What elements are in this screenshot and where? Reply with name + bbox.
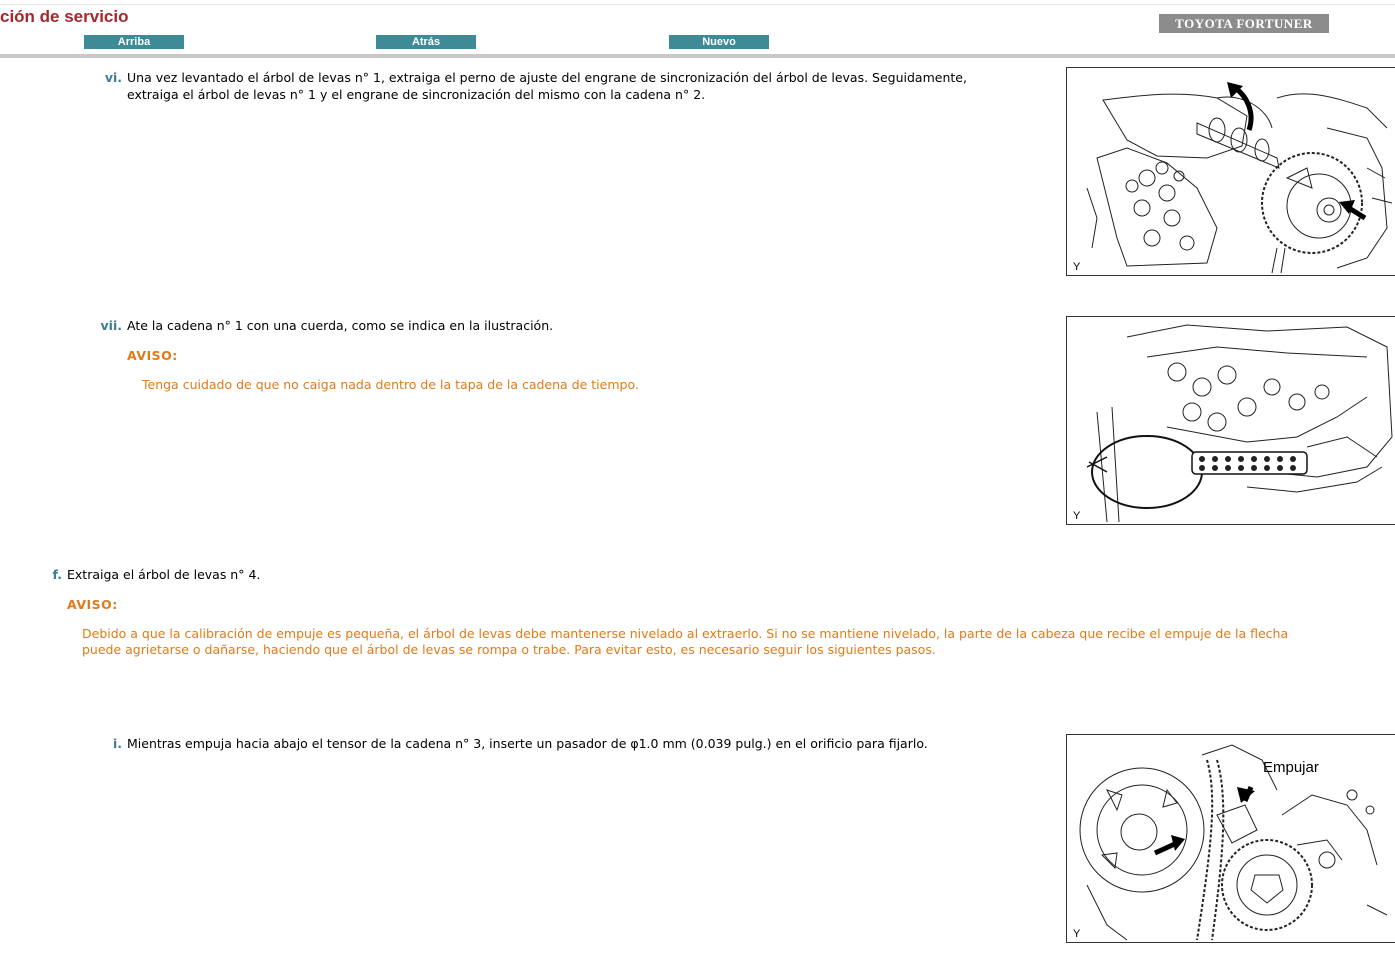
up-button[interactable]: Arriba	[84, 35, 184, 49]
aviso-label: AVISO:	[67, 597, 118, 612]
step-marker-f: f.	[52, 567, 62, 582]
step-vi-text-line1: Una vez levantado el árbol de levas n° 1, extraiga el perno de ajuste del engrane de sincronización del árbol de levas. Seguidamente,	[127, 70, 967, 85]
figure-chain-tied	[1066, 316, 1395, 525]
aviso-label: AVISO:	[127, 348, 178, 363]
tensor-pin-illustration	[1067, 735, 1395, 942]
warning-text-line2: puede agrietarse o dañarse, haciendo que el árbol de levas se rompa o trabe. Para evitar esto, es necesario seguir los siguientes pasos.	[82, 642, 936, 657]
step-f-text: Extraiga el árbol de levas n° 4.	[67, 567, 261, 582]
figure-letter: Y	[1073, 510, 1081, 522]
top-divider	[0, 4, 1395, 5]
page-title: ción de servicio	[0, 7, 129, 26]
push-callout-label: Empujar	[1263, 759, 1319, 776]
figure-camshaft-removal	[1066, 67, 1395, 276]
header-bar	[0, 0, 1395, 60]
header-separator	[0, 54, 1395, 58]
back-button[interactable]: Atrás	[376, 35, 476, 49]
warning-text-line1: Debido a que la calibración de empuje es pequeña, el árbol de levas debe mantenerse nivelado al extraerlo. Si no se mantiene nivelado, la parte de la cabeza que recibe el empuje de la flecha	[82, 626, 1289, 641]
chain-rope-illustration	[1067, 317, 1395, 524]
figure-letter: Y	[1073, 261, 1081, 273]
figure-letter: Y	[1073, 928, 1081, 940]
step-i-text: Mientras empuja hacia abajo el tensor de la cadena n° 3, inserte un pasador de φ1.0 mm (0.039 pulg.) en el orificio para fijarlo.	[127, 736, 928, 751]
next-button[interactable]: Nuevo	[669, 35, 769, 49]
warning-text: Tenga cuidado de que no caiga nada dentro de la tapa de la cadena de tiempo.	[142, 377, 639, 392]
figure-chain-tensor	[1066, 734, 1395, 943]
step-marker-i: i.	[112, 736, 122, 751]
vehicle-model-badge: TOYOTA FORTUNER	[1159, 14, 1329, 33]
step-marker-vii: vii.	[100, 318, 122, 333]
step-vi-text-line2: extraiga el árbol de levas n° 1 y el engrane de sincronización del mismo con la cadena n° 2.	[127, 87, 706, 102]
camshaft-illustration	[1067, 68, 1395, 275]
step-marker-vi: vi.	[104, 70, 122, 85]
step-vii-text: Ate la cadena n° 1 con una cuerda, como se indica en la ilustración.	[127, 318, 554, 333]
